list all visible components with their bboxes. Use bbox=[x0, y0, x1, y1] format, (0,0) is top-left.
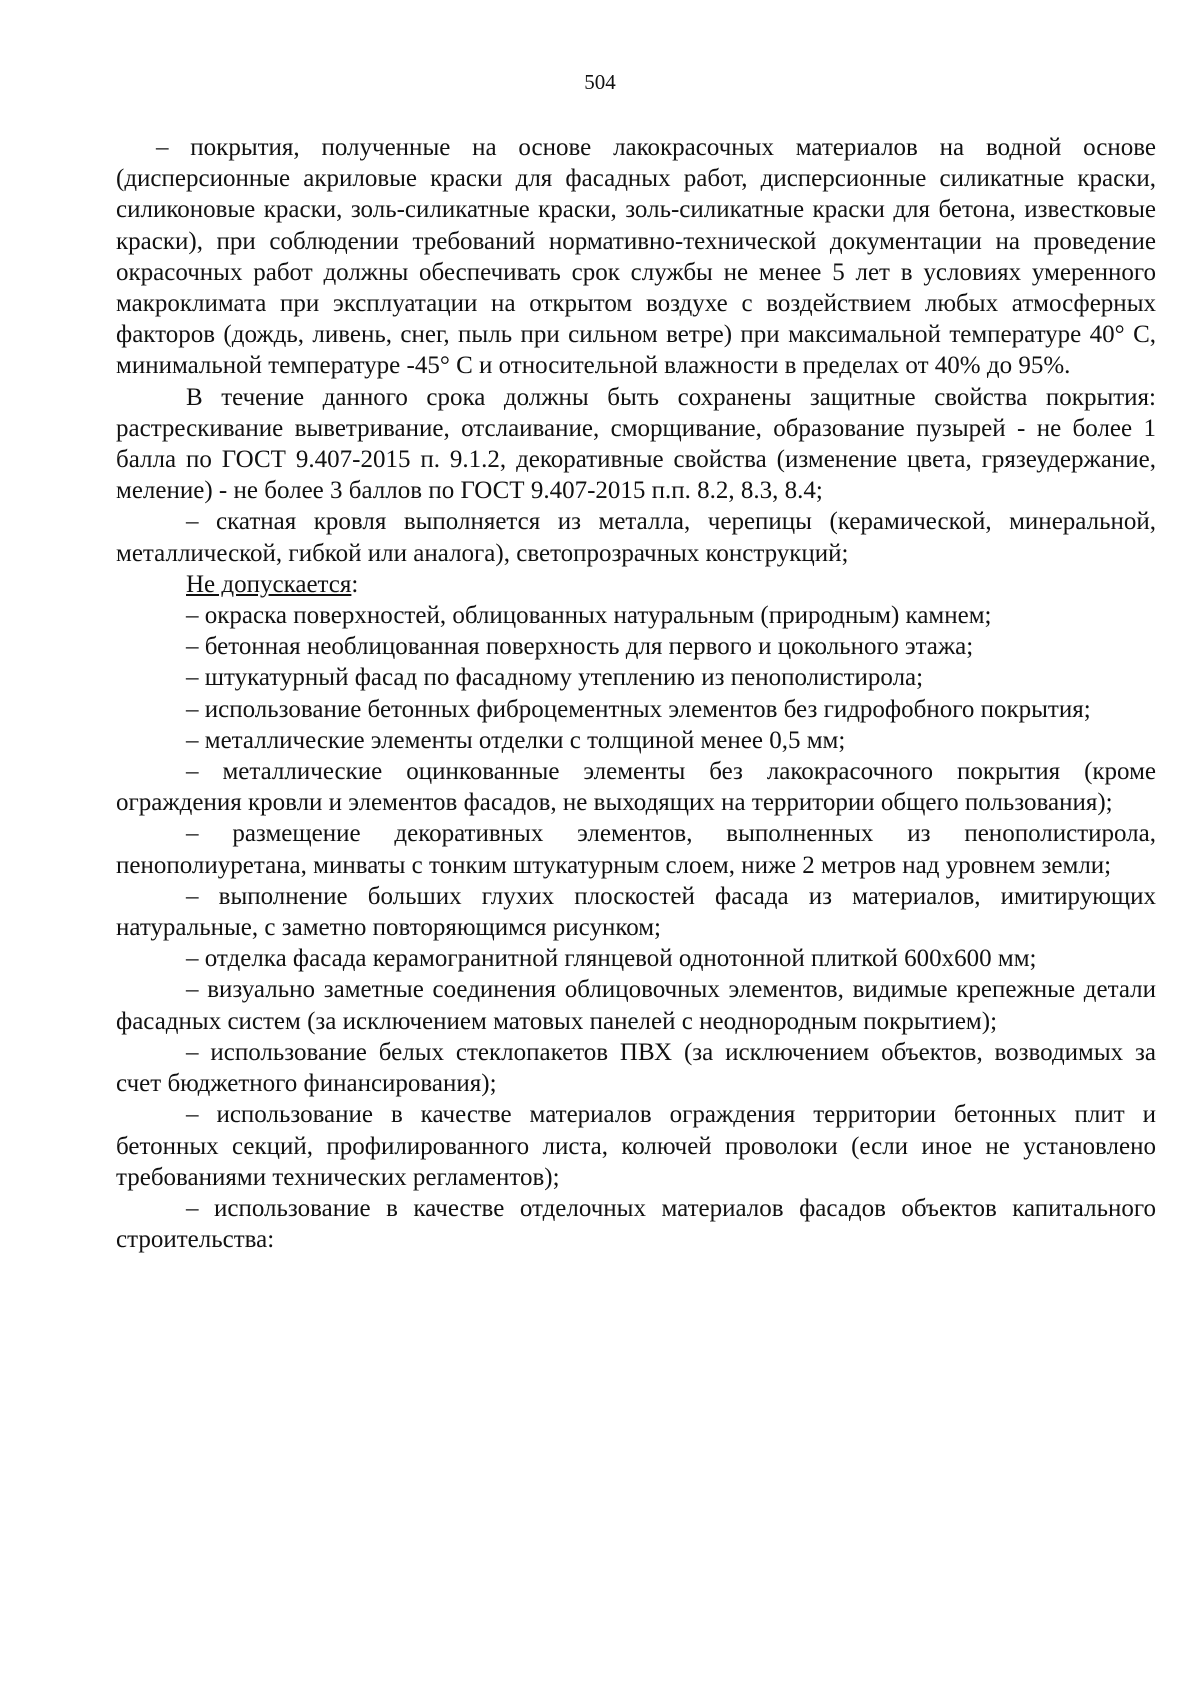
page-number: 504 bbox=[584, 70, 616, 94]
list-item-not-allowed: – металлические оцинкованные элементы без лакокрасочного покрытия (кроме ограждения кровли и элементов фасадов, не выходящих на территории общего пользования); bbox=[116, 758, 1156, 817]
paragraph-protective-properties: В течение данного срока должны быть сохранены защитные свойства покрытия: растрескивание выветривание, отслаивание, сморщивание, образование пузырей - не более 1 балла по ГОСТ 9.407-2015 п. 9.1.2, декоративные свойства (изменение цвета, грязеудержание, меление) - не более 3 баллов по ГОСТ 9.407-2015 п.п. 8.2, 8.3, 8.4; bbox=[116, 383, 1156, 505]
document-body bbox=[116, 132, 1156, 1255]
list-item-not-allowed: – штукатурный фасад по фасадному утеплению из пенополистирола; bbox=[186, 664, 924, 692]
list-item-not-allowed: – выполнение больших глухих плоскостей фасада из материалов, имитирующих натуральные, с заметно повторяющимся рисунком; bbox=[116, 882, 1156, 942]
list-item-not-allowed: – визуально заметные соединения облицовочных элементов, видимые крепежные детали фасадных систем (за исключением матовых панелей с неоднородным покрытием); bbox=[116, 976, 1156, 1035]
list-item-not-allowed: – металлические элементы отделки с толщиной менее 0,5 мм; bbox=[186, 726, 846, 754]
list-item-not-allowed: – окраска поверхностей, облицованных натуральным (природным) камнем; bbox=[186, 602, 992, 630]
list-item-not-allowed: – бетонная необлицованная поверхность для первого и цокольного этажа; bbox=[186, 633, 974, 661]
paragraph-paint-coatings: – покрытия, полученные на основе лакокрасочных материалов на водной основе (дисперсионные акриловые краски для фасадных работ, дисперсионные силикатные краски, силиконовые краски, золь-силикатные краски, золь-силикатные краски для бетона, известковые краски), при соблюдении требований нормативно-технической документации на проведение окрасочных работ должны обеспечивать срок службы не менее 5 лет в условиях умеренного макроклимата при эксплуатации на открытом воздухе с воздействием любых атмосферных факторов (дождь, ливень, снег, пыль при сильном ветре) при максимальной температуре 40° С, минимальной температуре -45° С и относительной влажности в пределах от 40% до 95%. bbox=[116, 134, 1156, 380]
list-item-not-allowed: – размещение декоративных элементов, выполненных из пенополистирола, пенополиуретана, минваты с тонким штукатурным слоем, ниже 2 метров над уровнем земли; bbox=[116, 820, 1156, 879]
list-item-not-allowed: – отделка фасада керамогранитной глянцевой однотонной плиткой 600х600 мм; bbox=[186, 945, 1037, 973]
paragraph-pitched-roof: – скатная кровля выполняется из металла, черепицы (керамической, минеральной, металлической, гибкой или аналога), светопрозрачных конструкций; bbox=[116, 508, 1156, 567]
not-allowed-heading: Не допускается bbox=[186, 570, 352, 598]
not-allowed-heading-line bbox=[116, 569, 1156, 600]
list-item-not-allowed: – использование в качестве материалов ограждения территории бетонных плит и бетонных секций, профилированного листа, колючей проволоки (если иное не установлено требованиями технических регламентов); bbox=[116, 1101, 1156, 1191]
list-item-not-allowed: – использование белых стеклопакетов ПВХ (за исключением объектов, возводимых за счет бюджетного финансирования); bbox=[116, 1038, 1156, 1098]
list-item-not-allowed: – использование бетонных фиброцементных элементов без гидрофобного покрытия; bbox=[186, 695, 1091, 723]
not-allowed-heading-colon: : bbox=[351, 570, 359, 598]
list-item-not-allowed: – использование в качестве отделочных материалов фасадов объектов капитального строительства: bbox=[116, 1194, 1156, 1254]
